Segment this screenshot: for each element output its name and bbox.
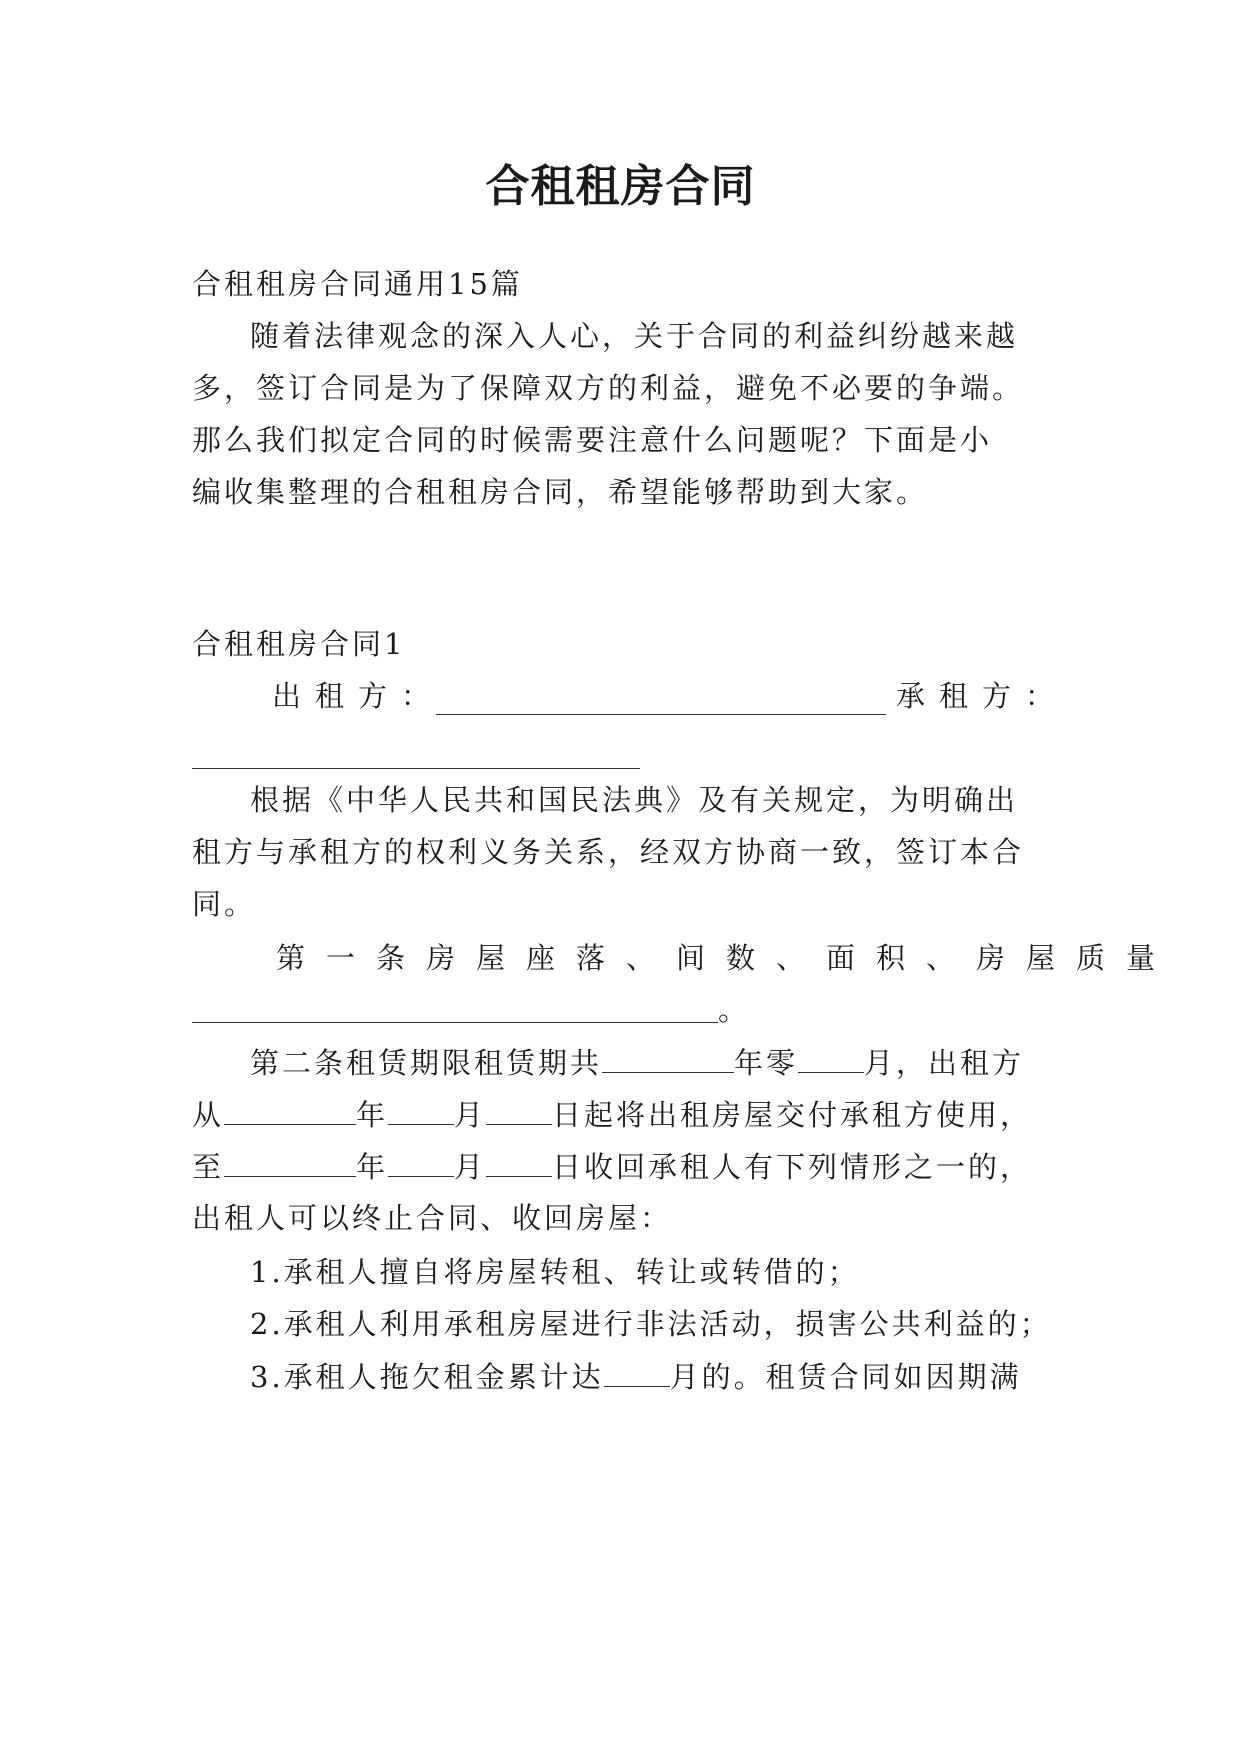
article-2-line-4: 出租人可以终止合同、收回房屋： <box>192 1201 673 1235</box>
item-3 <box>250 1356 1072 1397</box>
intro-line-3: 那么我们拟定合同的时候需要注意什么问题呢？下面是小 <box>192 423 993 457</box>
section-heading: 合租租房合同1 <box>192 627 406 661</box>
lease-months-blank <box>798 1042 864 1073</box>
document-subtitle: 合租租房合同通用15篇 <box>192 267 523 301</box>
lessee-label: 承租方： <box>896 679 1069 713</box>
intro-line-2: 多，签订合同是为了保障双方的利益，避免不必要的争端。 <box>192 371 1025 405</box>
article-1-end: 。 <box>718 993 751 1027</box>
article-2-line-1 <box>250 1042 1072 1083</box>
lessor-label: 出租方： <box>272 679 445 713</box>
item-3-text-b: 月的。租赁合同如因期满 <box>669 1360 1022 1394</box>
article-1-blank <box>192 1022 718 1023</box>
document-title: 合租租房合同 <box>485 161 756 212</box>
intro-line-1: 随着法律观念的深入人心，关于合同的利益纠纷越来越 <box>250 319 1019 353</box>
article-1: 第一条房屋座落、间数、面积、房屋质量 <box>276 941 1177 975</box>
article-2-text-b: 年零 <box>734 1046 799 1080</box>
year-label: 年 <box>356 1098 389 1132</box>
article-2-line-3 <box>192 1146 1072 1187</box>
start-month-blank <box>388 1094 454 1125</box>
start-day-blank <box>486 1094 552 1125</box>
end-day-blank <box>486 1146 552 1177</box>
lease-years-blank <box>602 1042 734 1073</box>
to-label: 至 <box>192 1150 225 1184</box>
end-month-blank <box>388 1146 454 1177</box>
basis-line-2: 租方与承租方的权利义务关系，经双方协商一致，签订本合 <box>192 835 1025 869</box>
item-2: 2.承租人利用承租房屋进行非法活动，损害公共利益的； <box>250 1307 1052 1341</box>
end-clause: 日收回承租人有下列情形之一的， <box>552 1150 1033 1184</box>
lessor-blank <box>436 714 886 715</box>
basis-line-3: 同。 <box>192 887 257 921</box>
intro-line-4: 编收集整理的合租租房合同，希望能够帮助到大家。 <box>192 475 929 509</box>
lessee-blank <box>192 768 640 769</box>
article-2-text-a: 第二条租赁期限租赁期共 <box>250 1046 603 1080</box>
article-2-text-c: 月，出租方 <box>864 1046 1025 1080</box>
year-label: 年 <box>356 1150 389 1184</box>
item-3-text-a: 3.承租人拖欠租金累计达 <box>250 1360 604 1394</box>
article-2-line-2 <box>192 1094 1072 1135</box>
item-1: 1.承租人擅自将房屋转租、转让或转借的； <box>250 1255 860 1289</box>
arrears-months-blank <box>604 1356 670 1387</box>
start-clause: 日起将出租房屋交付承租方使用， <box>552 1098 1033 1132</box>
month-label: 月 <box>454 1098 487 1132</box>
end-year-blank <box>224 1146 356 1177</box>
basis-line-1: 根据《中华人民共和国民法典》及有关规定，为明确出 <box>250 783 1019 817</box>
from-label: 从 <box>192 1098 225 1132</box>
start-year-blank <box>224 1094 356 1125</box>
month-label: 月 <box>454 1150 487 1184</box>
